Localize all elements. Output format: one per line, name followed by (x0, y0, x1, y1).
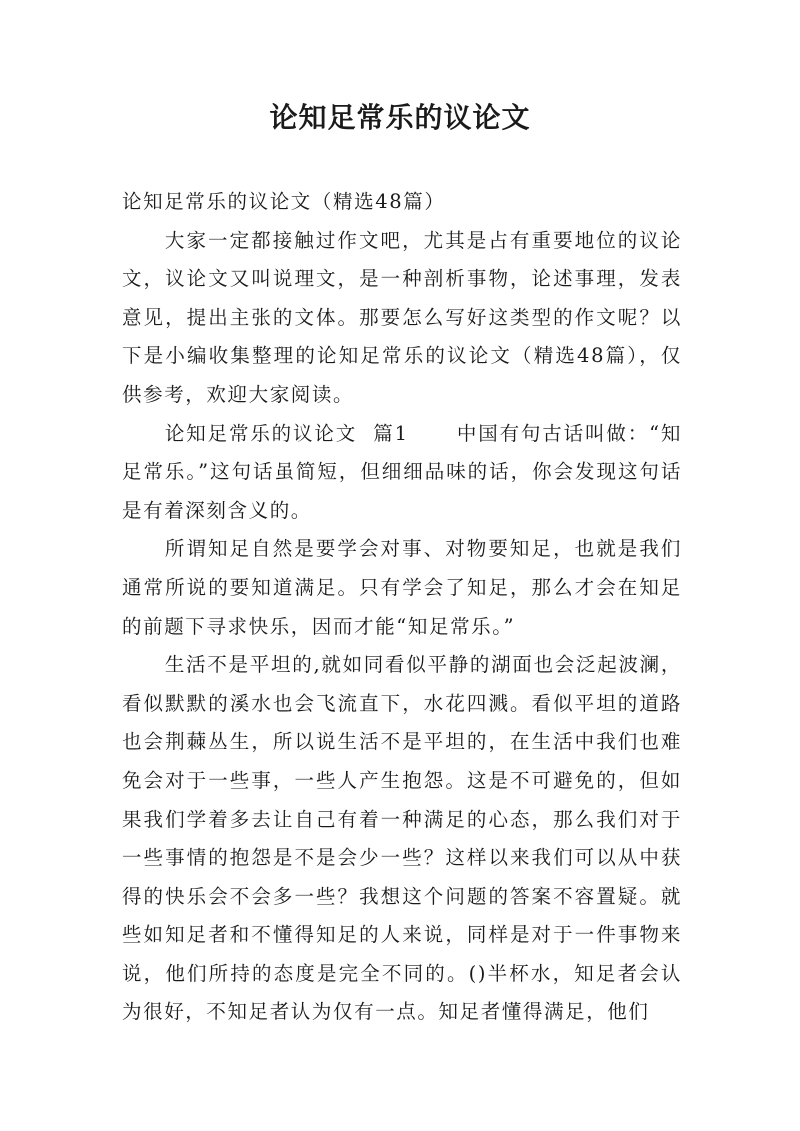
section-1-text: 中国有句古话叫做：“知足常乐。”这句话虽简短，但细细品味的话，你会发现这句话是有着深刻含义的。 (122, 421, 682, 522)
document-body (122, 183, 682, 1032)
document-title: 论知足常乐的议论文 (269, 101, 531, 134)
paragraph-3: 生活不是平坦的,就如同看似平静的湖面也会泛起波澜，看似默默的溪水也会飞流直下，水花四溅。看似平坦的道路也会荆蕀丛生，所以说生活不是平坦的，在生活中我们也难免会对于一些事，一些人产生抱怨。这是不可避免的，但如果我们学着多去让自己有着一种满足的心态，那么我们对于一些事情的抱怨是不是会少一些？这样以来我们可以从中获得的快乐会不会多一些？我想这个问题的答案不容置疑。就些如知足者和不懂得知足的人来说，同样是对于一件事物来说，他们所持的态度是完全不同的。()半杯水，知足者会认为很好，不知足者认为仅有一点。知足者懂得满足，他们 (122, 653, 682, 1024)
section-1-paragraph (122, 415, 682, 531)
section-1-heading: 论知足常乐的议论文 篇1 (164, 421, 409, 445)
document-subtitle: 论知足常乐的议论文（精选48篇） (122, 190, 446, 213)
paragraph-2: 所谓知足自然是要学会对事、对物要知足，也就是我们通常所说的要知道满足。只有学会了知足，那么才会在知足的前题下寻求快乐，因而才能“知足常乐。” (122, 537, 682, 638)
intro-paragraph: 大家一定都接触过作文吧，尤其是占有重要地位的议论文，议论文又叫说理文，是一种剖析事物，论述事理，发表意见，提出主张的文体。那要怎么写好这类型的作文呢？以下是小编收集整理的论知足常乐的议论文（精选48篇），仅供参考，欢迎大家阅读。 (122, 228, 682, 406)
